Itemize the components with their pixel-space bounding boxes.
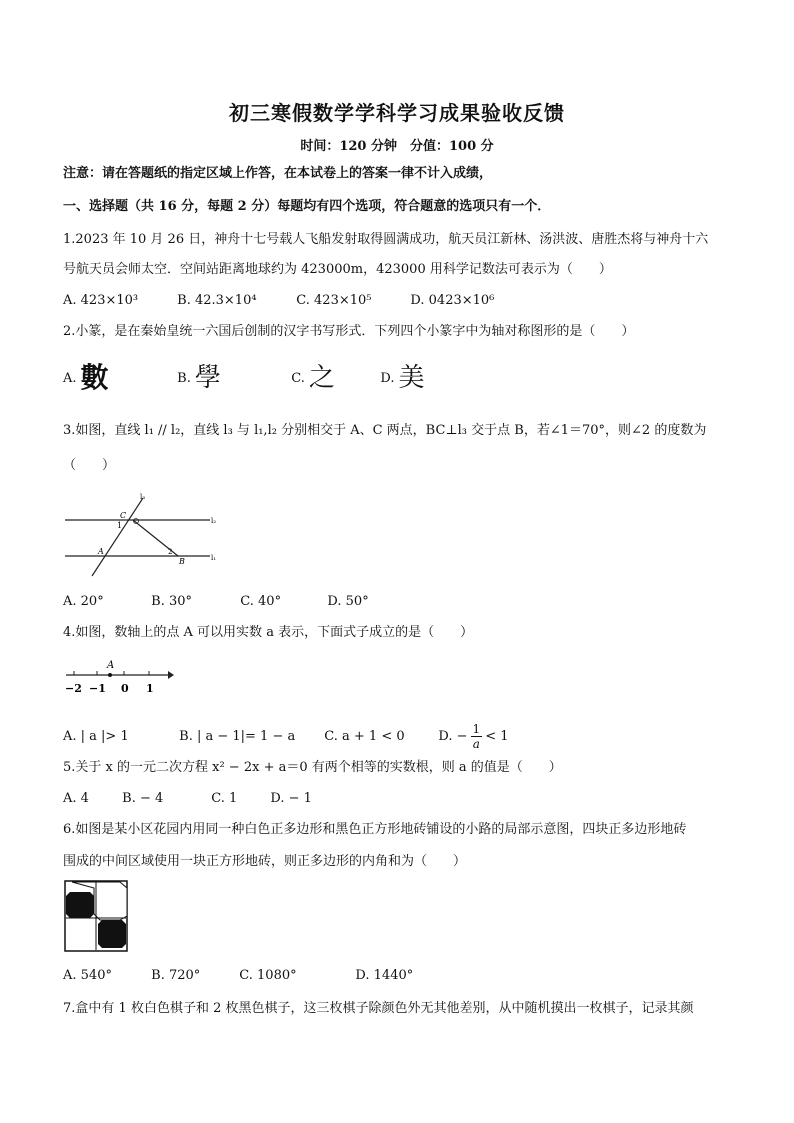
q4-option-d-tail: < 1: [485, 729, 509, 744]
tile-figure: [64, 880, 128, 952]
q6-line1: 6.如图是某小区花园内用同一种白色正多边形和黑色正方形地砖铺设的小路的局部示意图，四块正多边形地砖: [63, 822, 687, 837]
q2-option-d: [380, 360, 424, 397]
q3-figure: [60, 490, 230, 580]
q3-option-a: A. 20°: [63, 594, 104, 609]
label-b: B: [179, 557, 185, 566]
q1-options: [63, 292, 494, 310]
q4-option-d-fraction: [471, 722, 483, 751]
black-square-left: [66, 892, 94, 918]
label-minus-2: −2: [65, 682, 82, 695]
q3-options: [63, 593, 369, 611]
q2-options: [63, 360, 425, 397]
section-heading: 一、选择题（共 16 分，每题 2 分）每题均有四个选项，符合题意的选项只有一个．: [63, 199, 551, 214]
seal-glyph-c: 之: [308, 363, 335, 393]
label-a: A: [98, 547, 104, 556]
q3-option-c: C. 40°: [240, 594, 282, 609]
black-square-right: [98, 920, 126, 948]
q2-label-c: C.: [291, 370, 305, 386]
seal-glyph-b: 學: [194, 363, 221, 393]
fraction-denominator: a: [472, 737, 480, 751]
q4-option-d-prefix: D. −: [438, 729, 468, 744]
q4-options: [63, 722, 508, 751]
label-0: 0: [121, 682, 129, 695]
q5-option-d: D. − 1: [270, 791, 312, 806]
point-a: [108, 673, 112, 677]
q1-option-b: B. 42.3×10⁴: [177, 293, 257, 308]
label-1: 1: [146, 682, 154, 695]
notice-text: 注意：请在答题纸的指定区域上作答，在本试卷上的答案一律不计入成绩，: [63, 166, 493, 181]
q5-options: [63, 790, 312, 808]
q5-option-b: B. − 4: [122, 791, 164, 806]
q1-line1: 1.2023 年 10 月 26 日，神舟十七号载人飞船发射取得圆满成功，航天员江新林、汤洪波、唐胜杰将与神舟十六: [63, 232, 709, 247]
exam-subtitle: 时间：120 分钟 分值：100 分: [300, 139, 494, 154]
q6-option-b: B. 720°: [151, 968, 201, 983]
seal-glyph-d: 美: [398, 363, 425, 393]
q1-line2: 号航天员会师太空．空间站距离地球约为 423000m，423000 用科学记数法可表示为（ ）: [63, 262, 612, 277]
label-minus-1: −1: [89, 682, 106, 695]
label-point-a: A: [107, 660, 115, 671]
q5-option-c: C. 1: [211, 791, 238, 806]
q4-option-d: [438, 722, 508, 751]
label-c: C: [120, 511, 127, 520]
q6-options: [63, 967, 413, 985]
label-angle-2: 2: [168, 548, 173, 556]
q6-line2: 围成的中间区域使用一块正方形地砖，则正多边形的内角和为（ ）: [63, 854, 467, 869]
q2-option-c: [291, 360, 376, 397]
q1-option-d: D. 0423×10⁶: [410, 293, 495, 308]
q4-option-b: B. | a − 1|= 1 − a: [179, 729, 296, 744]
q1-option-a: A. 423×10³: [63, 293, 139, 308]
label-l1: l₁: [211, 554, 217, 562]
q2-label-a: A.: [63, 370, 77, 386]
q2-label-b: B.: [177, 370, 191, 386]
q6-option-c: C. 1080°: [239, 968, 297, 983]
label-angle-1: 1: [117, 521, 123, 530]
q3-option-d: D. 50°: [327, 594, 369, 609]
q2-label-d: D.: [380, 370, 395, 386]
label-l2: l₂: [211, 517, 217, 525]
number-line-figure: [60, 655, 180, 697]
q7-line1: 7.盒中有 1 枚白色棋子和 2 枚黑色棋子，这三枚棋子除颜色外无其他差别，从中随机摸出一枚棋子，记录其颜: [63, 1001, 694, 1016]
line-l3: [92, 498, 143, 576]
q3-option-b: B. 30°: [151, 594, 193, 609]
q2-line1: 2.小篆，是在秦始皇统一六国后创制的汉字书写形式．下列四个小篆字中为轴对称图形的是（ ）: [63, 324, 635, 339]
q2-option-a: [63, 360, 173, 397]
q4-option-a: A. | a |> 1: [63, 729, 129, 744]
label-l3: l₃: [140, 493, 146, 501]
q1-option-c: C. 423×10⁵: [296, 293, 372, 308]
page-title: 初三寒假数学学科学习成果验收反馈: [229, 101, 565, 125]
q6-option-d: D. 1440°: [355, 968, 414, 983]
q5-option-a: A. 4: [63, 791, 89, 806]
number-line-arrow: [168, 671, 174, 679]
q3-line1: 3.如图，直线 l₁ // l₂，直线 l₃ 与 l₁,l₂ 分别相交于 A、C 两点，BC⊥l₃ 交于点 B，若∠1＝70°，则∠2 的度数为: [63, 423, 707, 438]
seal-glyph-a: 數: [80, 361, 109, 394]
q6-option-a: A. 540°: [63, 968, 112, 983]
q3-line2: （ ）: [63, 458, 116, 473]
q5-line1: 5.关于 x 的一元二次方程 x² − 2x + a＝0 有两个相等的实数根，则 a 的值是（ ）: [63, 760, 562, 775]
q4-line1: 4.如图，数轴上的点 A 可以用实数 a 表示，下面式子成立的是（ ）: [63, 625, 474, 640]
fraction-numerator: 1: [472, 722, 481, 736]
q2-option-b: [177, 360, 287, 397]
q4-option-c: C. a + 1 < 0: [324, 729, 405, 744]
